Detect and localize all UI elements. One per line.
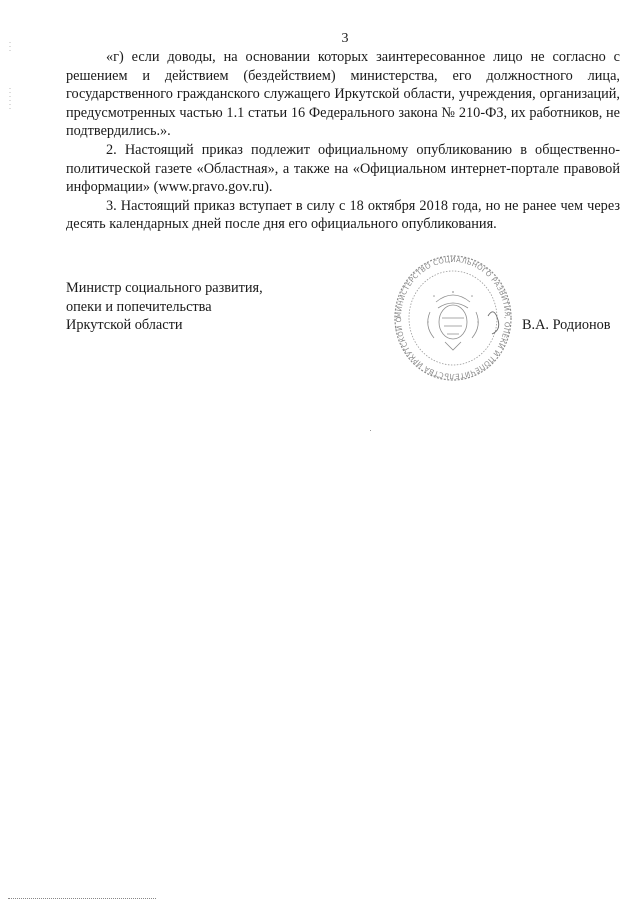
page-number: 3 [341,31,349,46]
paragraph-amendment-g: «г) если доводы, на основании которых заинтересованное лицо не согласно с решением и действием (бездействием) министерства, его должностного лица, государственного гражданского служащего Иркутской области, учреждения, организаций, предусмотренных частью 1.1 статьи 16 Федерального закона № 210-ФЗ, их работников, не подтвердились.». [66,49,620,140]
seal-outer-text: МИНИСТЕРСТВО СОЦИАЛЬНОГО РАЗВИТИЯ, ОПЕКИ И ПОПЕЧИТЕЛЬСТВА ИРКУТСКОЙ О [394,255,512,381]
paragraph-effective-date: 3. Настоящий приказ вступает в силу с 18 октября 2018 года, но не ранее чем через десять календарных дней после дня его официального опубликования. [66,197,620,233]
signatory-name: В.А. Родионов [522,317,611,333]
footer-rule [8,898,156,899]
document-body [66,48,620,234]
signatory-title-line: Иркутской области [66,317,183,334]
paragraph-publication: 2. Настоящий приказ подлежит официальному опубликованию в общественно-политической газете «Областная», а также на «Официальном интернет-портале правовой информации» (www.pravo.gov.ru). [66,141,620,196]
scan-speck [370,430,371,431]
signatory-title-line: опеки и попечительства [66,298,212,315]
signatory-title [66,279,263,335]
official-seal-icon [392,252,514,384]
signatory-title-line: Министр социального развития, [66,280,263,296]
svg-text:МИНИСТЕРСТВО СОЦИАЛЬНОГО РАЗВИ [392,252,511,380]
scan-edge-marks [8,40,12,120]
